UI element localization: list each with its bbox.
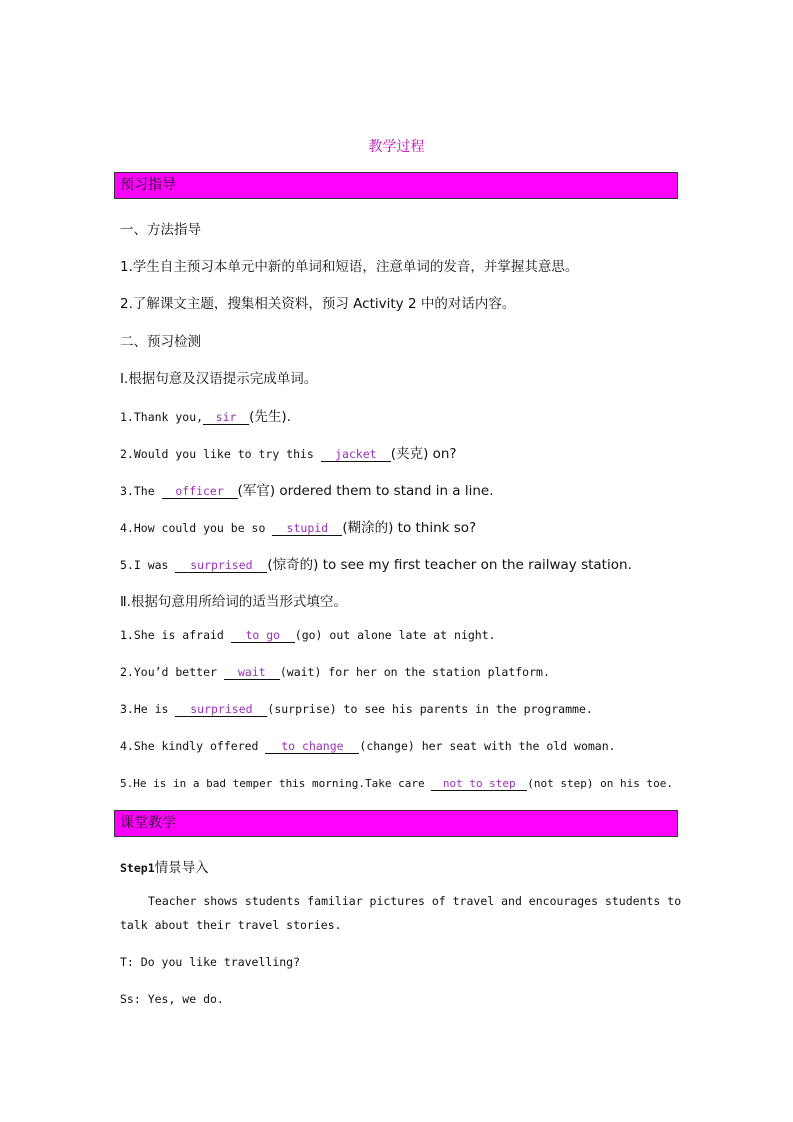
item-text: 5.He is in a bad temper this morning.Take care — [120, 777, 432, 790]
dialog-line-1: T: Do you like travelling? — [120, 955, 301, 969]
part1-heading: Ⅰ.根据句意及汉语提示完成单词。 — [120, 371, 318, 387]
answer-blank: surprised — [175, 703, 267, 717]
exercise-item — [120, 405, 291, 425]
answer-blank: not to step — [431, 777, 527, 791]
answer-blank: jacket — [321, 448, 391, 462]
section-header-classroom: 课堂教学 — [114, 810, 678, 837]
exercise-item — [120, 628, 496, 643]
item-text: (军官) ordered them to stand in a line. — [237, 483, 494, 499]
item-text: 2.You’d better — [120, 665, 224, 679]
exercise-item — [120, 479, 494, 499]
method-item-1: 1.学生自主预习本单元中新的单词和短语，注意单词的发音，并掌握其意思。 — [120, 259, 579, 275]
step-title: 情景导入 — [154, 860, 209, 876]
item-text: (惊奇的) to see my first teacher on the railway station. — [267, 557, 632, 573]
exercise-item — [120, 777, 673, 791]
method-item-2: 2.了解课文主题，搜集相关资料，预习 Activity 2 中的对话内容。 — [120, 296, 516, 312]
item-text: 3.The — [120, 484, 162, 498]
dialog-line-2: Ss: Yes, we do. — [120, 992, 224, 1006]
item-text: (wait) for her on the station platform. — [279, 665, 550, 679]
exercise-item — [120, 442, 457, 462]
item-text: 4.How could you be so — [120, 521, 273, 535]
item-text: (糊涂的) to think so? — [342, 520, 477, 536]
answer-blank: officer — [162, 485, 238, 499]
answer-blank: wait — [224, 666, 280, 680]
item-text: 1.Thank you, — [120, 410, 204, 424]
item-text: (go) out alone late at night. — [294, 628, 496, 642]
item-text: (夹克) on? — [390, 446, 457, 462]
step-heading — [120, 856, 209, 876]
answer-blank: stupid — [272, 522, 342, 536]
exercise-item — [120, 702, 593, 717]
item-text: 2.Would you like to try this — [120, 447, 321, 461]
part2-heading: Ⅱ.根据句意用所给词的适当形式填空。 — [120, 594, 347, 610]
exercise-item — [120, 553, 632, 573]
exercise-item — [120, 665, 550, 680]
paragraph-line-2: talk about their travel stories. — [120, 918, 342, 932]
answer-blank: surprised — [175, 559, 267, 573]
check-heading: 二、预习检测 — [120, 334, 201, 350]
answer-blank: to change — [265, 740, 359, 754]
paragraph-line-1: Teacher shows students familiar pictures of travel and encourages students to — [148, 894, 682, 908]
method-heading: 一、方法指导 — [120, 222, 201, 238]
answer-blank: sir — [203, 411, 249, 425]
exercise-item — [120, 516, 476, 536]
item-text: (not step) on his toe. — [527, 777, 673, 790]
item-text: 4.She kindly offered — [120, 739, 266, 753]
item-text: (先生). — [249, 409, 291, 425]
item-text: 5.I was — [120, 558, 176, 572]
page-title: 教学过程 — [368, 139, 425, 155]
step-label: Step1 — [120, 861, 155, 875]
item-text: (change) her seat with the old woman. — [359, 739, 616, 753]
exercise-item — [120, 739, 616, 754]
item-text: (surprise) to see his parents in the programme. — [267, 702, 593, 716]
item-text: 3.He is — [120, 702, 176, 716]
section-header-preview: 预习指导 — [114, 172, 678, 199]
answer-blank: to go — [231, 629, 295, 643]
item-text: 1.She is afraid — [120, 628, 231, 642]
